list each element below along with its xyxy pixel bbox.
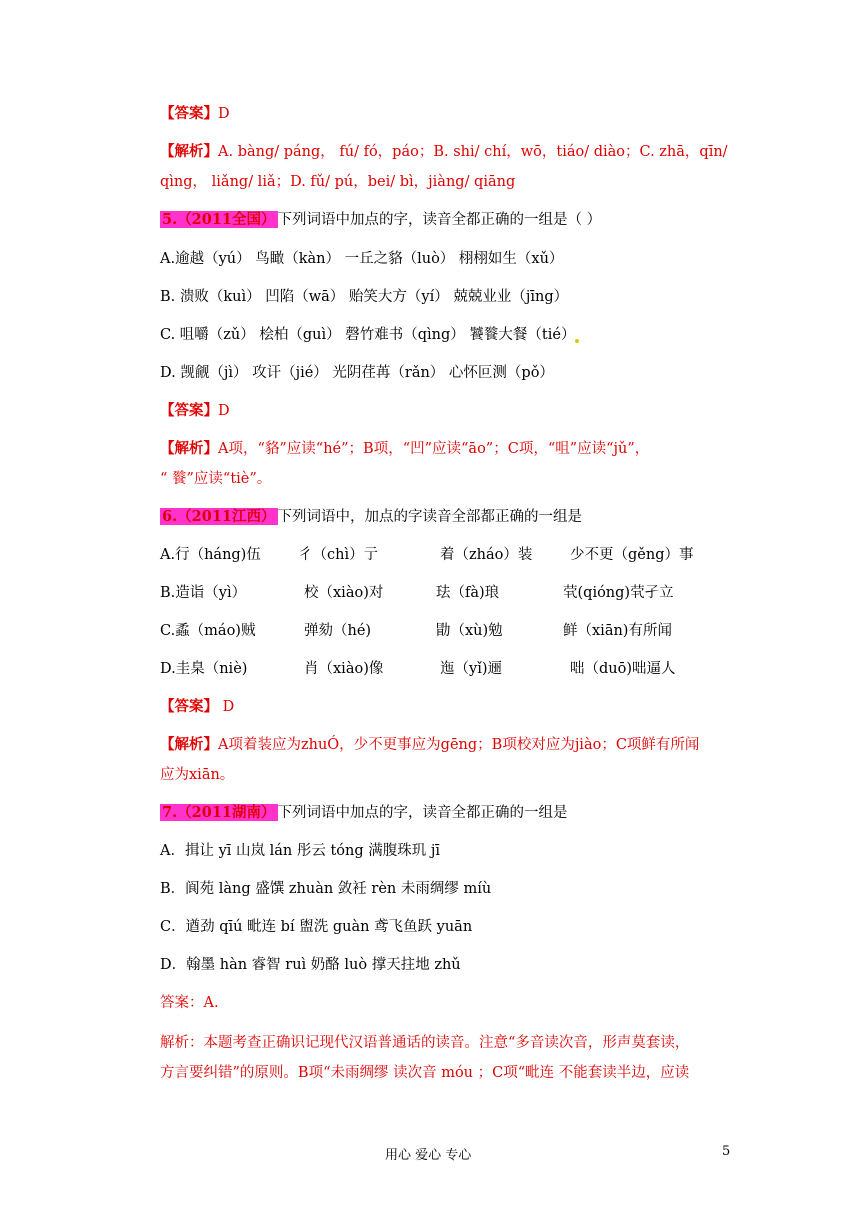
answer-line-1: 【答案】D bbox=[160, 105, 230, 122]
q6-answer: 【答案】 D bbox=[160, 698, 235, 715]
question-7-stem: 7.（2011湖南） 下列词语中加点的字，读音全都正确的一组是 bbox=[162, 804, 568, 821]
q5-option-b: B. 溃败（kuì） 凹陷（wā） 贻笑大方（yí） 兢兢业业（jīng） bbox=[160, 289, 569, 305]
q5-option-a: A.逾越（yú） 鸟瞰（kàn） 一丘之貉（luò） 栩栩如生（xǔ） bbox=[160, 251, 564, 267]
marker-dot bbox=[575, 339, 579, 343]
page-number: 5 bbox=[722, 1144, 731, 1159]
analysis-line-1b: qìng， liǎng/ liǎ；D. fǔ/ pú，bei/ bì，jiàng/ qiāng bbox=[160, 174, 516, 190]
document-page: 【答案】D 【解析】A. bàng/ páng， fú/ fó，páo；B. shi/ chí，wō，tiáo/ diào；C. zhā，qīn/ qìng， liǎng/ liǎ；D. fǔ/ pú，bei/ bì，jiàng/ qiāng 5.（2011全国） 下列词语中加点的字，读音全都正确的一组是（ ） A.逾越（yú） 鸟瞰（kàn） 一丘之貉（luò） 栩栩如生（xǔ） B. 溃败（kuì） 凹陷（wā） 贻笑大方（yí） 兢兢业业（jīng） C. 咀嚼（zǔ） 桧柏（guì） 磬竹难书（qìng） 饕餮大餐（tié） D. 觊觎（jì） 攻讦（jié） 光阴荏苒（rǎn） 心怀叵测（pǒ） 【答案】D 【解析】A项，“貉”应读“hé”；B项，“凹”应读“āo”；C项，“咀”应读“jǔ”， “ 餮”应读“tiè”。 6.（2011江西） 下列词语中，加点的字读音全部都正确的一组是 A.行（háng)伍 彳（chì）亍 着（zháo）装 少不更（gěng）事 B.造诣（yì） 校（xiào)对 珐（fà)琅 茕(qióng)茕孑立 C.蟊（máo)贼 弹劾（hé) 勖（xù)勉 鲜（xiān)有所闻 D.圭臬（niè) 肖（xiào)像 迤（yǐ)逦 咄（duō)咄逼人 【答案】 D 【解析】A项着装应为zhuÓ，少不更事应为gēng；B项校对应为jiào；C项鲜有所闻 应为xiān。 7.（2011湖南） 下列词语中加点的字，读音全都正确的一组是 A．揖让 yī 山岚 lán 彤云 tóng 满腹珠玑 jī B．阆苑 làng 盛馔 zhuàn 敛衽 rèn 未雨绸缪 míù C．遒劲 qīú 毗连 bí 盥洗 guàn 鸢飞鱼跃 yuān D．翰墨 hàn 睿智 ruì 奶酪 luò 撑天拄地 zhǔ 答案：A. 解析：本题考查正确识记现代汉语普通话的读音。注意“多音读次音，形声莫套读， 方言要纠错”的原则。B项“未雨绸缪 读次音 móu ；C项“毗连 不能套读半边，应读 用心 爱心 专心 5 bbox=[160, 105, 731, 1163]
q5-option-c: C. 咀嚼（zǔ） 桧柏（guì） 磬竹难书（qìng） 饕餮大餐（tié） bbox=[160, 325, 579, 345]
q5-analysis-1: 【解析】A项，“貉”应读“hé”；B项，“凹”应读“āo”；C项，“咀”应读“jǔ”， bbox=[160, 440, 650, 457]
q5-option-d: D. 觊觎（jì） 攻讦（jié） 光阴荏苒（rǎn） 心怀叵测（pǒ） bbox=[160, 365, 554, 381]
q7-option-a: A．揖让 yī 山岚 lán 彤云 tóng 满腹珠玑 jī bbox=[160, 843, 440, 859]
q6-analysis-1: 【解析】A项着装应为zhuÓ，少不更事应为gēng；B项校对应为jiào；C项鲜有所闻 bbox=[160, 736, 700, 753]
q5-answer: 【答案】D bbox=[160, 402, 230, 419]
q7-answer: 答案：A. bbox=[160, 995, 219, 1011]
footer-motto: 用心 爱心 专心 bbox=[385, 1148, 472, 1163]
q7-analysis-1: 解析：本题考查正确识记现代汉语普通话的读音。注意“多音读次音，形声莫套读， bbox=[160, 1035, 690, 1051]
q7-option-d: D．翰墨 hàn 睿智 ruì 奶酪 luò 撑天拄地 zhǔ bbox=[160, 957, 461, 973]
q6-analysis-2: 应为xiān。 bbox=[160, 767, 235, 783]
analysis-line-1a: 【解析】A. bàng/ páng， fú/ fó，páo；B. shi/ chí，wō，tiáo/ diào；C. zhā，qīn/ bbox=[160, 143, 728, 160]
q7-analysis-2: 方言要纠错”的原则。B项“未雨绸缪 读次音 móu ；C项“毗连 不能套读半边，应读 bbox=[160, 1065, 690, 1081]
question-6-stem: 6.（2011江西） 下列词语中，加点的字读音全部都正确的一组是 bbox=[162, 508, 582, 525]
q7-option-b: B．阆苑 làng 盛馔 zhuàn 敛衽 rèn 未雨绸缪 míù bbox=[160, 881, 492, 897]
q7-option-c: C．遒劲 qīú 毗连 bí 盥洗 guàn 鸢飞鱼跃 yuān bbox=[160, 919, 473, 935]
question-5-stem: 5.（2011全国） 下列词语中加点的字，读音全都正确的一组是（ ） bbox=[162, 211, 602, 228]
q5-analysis-2: “ 餮”应读“tiè”。 bbox=[160, 471, 272, 487]
